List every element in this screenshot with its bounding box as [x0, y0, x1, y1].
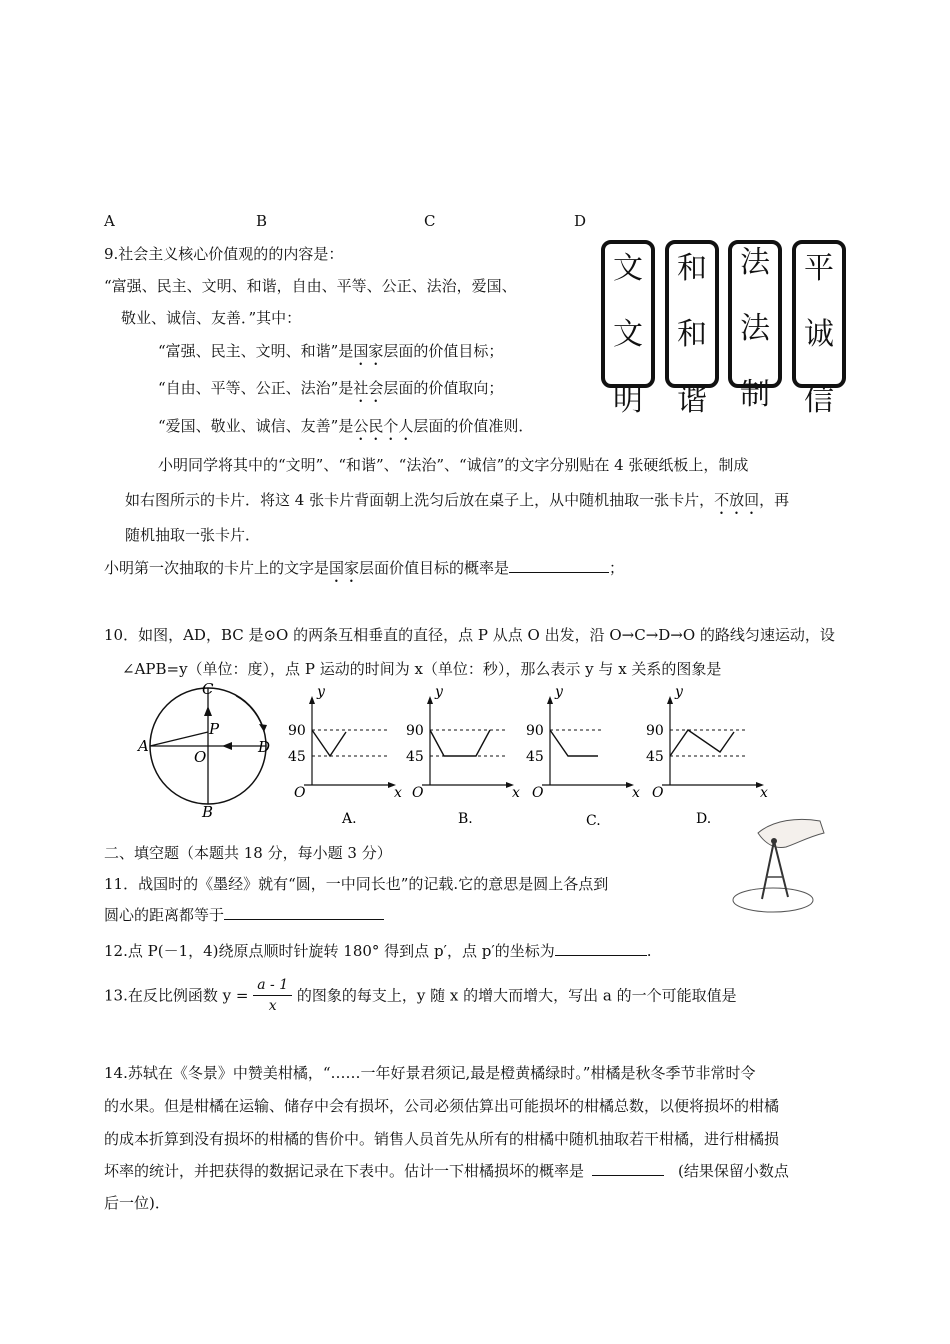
graph-c-curve	[550, 730, 598, 756]
q9-line3	[158, 340, 503, 369]
q13	[104, 975, 737, 1016]
card-3-mid: 法	[740, 311, 770, 346]
q12	[104, 940, 652, 961]
graph-c-45: 45	[526, 749, 544, 765]
hand-icon	[758, 819, 824, 847]
graph-d-45: 45	[646, 749, 664, 765]
q12-text: 12.点 P(－1，4)绕原点顺时针旋转 180° 得到点 p′，点 p′的坐标为	[104, 942, 555, 960]
q9-line4-em: 社会	[353, 379, 384, 397]
graph-b	[406, 684, 520, 827]
graph-a-origin: O	[294, 785, 306, 801]
graph-b-curve	[430, 730, 490, 756]
q9-line9-em: 国家	[329, 559, 360, 577]
compass-hinge-icon	[771, 838, 777, 844]
card-2-bot: 谐	[677, 383, 707, 418]
option-a: A	[104, 212, 115, 230]
q14-line4-pre: 坏率的统计，并把获得的数据记录在下表中。估计一下柑橘损坏的概率是	[104, 1162, 585, 1180]
arrow-arc-icon	[259, 724, 267, 732]
label-o: O	[194, 748, 207, 766]
q12-answer-blank[interactable]	[555, 941, 647, 956]
q11-line1: 11．战国时的《墨经》就有“圆，一中同长也”的记载.它的意思是圆上各点到	[104, 875, 609, 893]
arc-path	[236, 696, 264, 732]
graph-a-label[interactable]: A.	[342, 811, 357, 827]
label-b: B	[202, 803, 214, 821]
graph-d	[646, 684, 768, 827]
graph-d-x-label: x	[760, 785, 768, 801]
graph-a-curve	[312, 730, 346, 756]
compass-hand-illustration	[728, 815, 832, 919]
q14-line3: 的成本折算到没有损坏的柑橘的售价中。销售人员首先从所有的柑橘中随机抽取若干柑橘，进行柑橘损	[104, 1130, 780, 1148]
graph-a-45: 45	[288, 749, 306, 765]
q12-end: .	[646, 942, 652, 960]
graph-b-origin: O	[412, 785, 424, 801]
circle-diagram	[136, 680, 270, 821]
graph-c-90: 90	[526, 723, 544, 739]
q13-post: 的图象的每支上，y 随 x 的增大而增大，写出 a 的一个可能取值是	[296, 986, 737, 1005]
card-4-top: 平	[804, 251, 834, 286]
q9-line1: “富强、民主、文明、和谐，自由、平等、公正、法治，爱国、	[104, 277, 517, 295]
graph-d-y-label: y	[675, 684, 683, 700]
q9-line8: 随机抽取一张卡片．	[125, 526, 261, 544]
graph-b-x-label: x	[512, 785, 520, 801]
q14-answer-blank[interactable]	[592, 1161, 664, 1176]
q10-line2: ∠APB=y（单位：度），点 P 运动的时间为 x（单位：秒），那么表示 y 与 x 关系的图象是	[122, 660, 722, 678]
graph-c-label[interactable]: C.	[586, 813, 601, 829]
option-d: D	[574, 212, 587, 230]
axis-arrow-icon	[667, 696, 673, 704]
graph-b-90: 90	[406, 723, 424, 739]
axis-arrow-icon	[547, 696, 553, 704]
q9-title: 9.社会主义核心价值观的的内容是：	[104, 245, 344, 263]
card-2-text	[663, 251, 721, 452]
option-c: C	[424, 212, 436, 230]
q9-line7-em: 不放回	[714, 491, 760, 509]
q9-line3-post: 层面的价值目标；	[383, 342, 504, 360]
q14-line1: 14.苏轼在《冬景》中赞美柑橘，“……一年好景君须记,最是橙黄橘绿时。”柑橘是秋冬季节非常时令	[104, 1064, 756, 1082]
card-3-bot: 制	[740, 377, 770, 412]
q13-fraction	[253, 975, 292, 1016]
section-2-heading: 二、填空题（本题共 18 分，每小题 3 分）	[104, 844, 392, 862]
graph-b-y-label: y	[435, 684, 443, 700]
q9-line5-em: 公民个人	[353, 417, 414, 435]
q14-line5: 后一位)．	[104, 1194, 170, 1212]
q11-line2-text: 圆心的距离都等于	[104, 906, 225, 924]
graph-a-y-label: y	[317, 684, 325, 700]
q9-line5-post: 层面的价值准则．	[413, 417, 534, 435]
q13-numerator: a - 1	[253, 975, 292, 996]
card-1-top: 文	[613, 251, 643, 286]
card-4-mid: 诚	[804, 317, 834, 352]
arrow-up-icon	[204, 706, 212, 716]
q14-line4	[104, 1160, 789, 1181]
card-2-top: 和	[677, 251, 707, 286]
q9-line4	[158, 377, 503, 406]
q9-line9-pre: 小明第一次抽取的卡片上的文字是	[104, 559, 330, 577]
q9-answer-blank[interactable]	[509, 558, 609, 573]
axis-arrow-icon	[309, 696, 315, 704]
q11-line2	[104, 904, 384, 925]
graph-b-label[interactable]: B.	[458, 811, 473, 827]
graph-a-x-label: x	[394, 785, 402, 801]
label-c: C	[202, 680, 214, 698]
drawn-circle	[733, 888, 813, 912]
card-1-text	[599, 251, 657, 452]
card-2-mid: 和	[677, 317, 707, 352]
graph-c-y-label: y	[555, 684, 563, 700]
card-4-text	[790, 251, 848, 452]
q9-line3-em: 国家	[353, 342, 384, 360]
q9-line7-post: ，再	[759, 491, 790, 509]
axis-arrow-icon	[427, 696, 433, 704]
q9-line6: 小明同学将其中的“文明”、“和谐”、“法治”、“诚信”的文字分别贴在 4 张硬纸板上，制成	[158, 456, 749, 474]
q13-denominator: x	[268, 998, 277, 1014]
graph-c-x-label: x	[632, 785, 640, 801]
card-1-mid: 文	[613, 317, 643, 352]
q14-line4-post: (结果保留小数点	[678, 1162, 789, 1180]
q9-line5	[158, 415, 533, 444]
card-3-top: 法	[740, 245, 770, 280]
graph-d-origin: O	[652, 785, 664, 801]
graph-a	[288, 684, 402, 827]
graph-a-90: 90	[288, 723, 306, 739]
q11-answer-blank[interactable]	[224, 905, 384, 920]
q9-line9-end: ；	[609, 559, 625, 577]
graph-d-90: 90	[646, 723, 664, 739]
card-3-text	[726, 245, 784, 446]
graph-c	[526, 684, 640, 829]
q10-figures	[140, 680, 780, 830]
card-4-bot: 信	[804, 383, 834, 418]
graph-d-curve	[670, 730, 734, 756]
graph-b-45: 45	[406, 749, 424, 765]
q9-line9-post: 层面价值目标的概率是	[359, 559, 510, 577]
arrow-left-icon	[222, 742, 232, 750]
q14-line2: 的水果。但是柑橘在运输、储存中会有损坏，公司必须估算出可能损坏的柑橘总数，以便将损坏的柑橘	[104, 1097, 780, 1115]
q9-line5-pre: “爱国、敬业、诚信、友善”是	[158, 417, 354, 435]
q9-line7-pre: 如右图所示的卡片．将这 4 张卡片背面朝上洗匀后放在桌子上，从中随机抽取一张卡片，	[125, 491, 715, 509]
compass-leg-left	[762, 841, 774, 899]
q9-line7	[125, 489, 789, 518]
q13-pre: 13.在反比例函数 y =	[104, 986, 249, 1005]
label-p: P	[209, 720, 220, 738]
card-1-bot: 明	[613, 383, 643, 418]
option-b: B	[256, 212, 268, 230]
label-a: A	[138, 737, 149, 755]
q9-line4-pre: “自由、平等、公正、法治”是	[158, 379, 354, 397]
label-d: D	[258, 738, 271, 756]
graph-d-label[interactable]: D.	[696, 811, 712, 827]
graph-c-origin: O	[532, 785, 544, 801]
q9-line9	[104, 557, 624, 586]
q10-line1: 10．如图，AD，BC 是⊙O 的两条互相垂直的直径，点 P 从点 O 出发，沿 O→C→D→O 的路线匀速运动，设	[104, 626, 835, 644]
q9-line4-post: 层面的价值取向；	[383, 379, 504, 397]
segment-ap	[150, 732, 208, 746]
q9-line2: 敬业、诚信、友善．”其中：	[121, 309, 302, 327]
q9-line3-pre: “富强、民主、文明、和谐”是	[158, 342, 354, 360]
